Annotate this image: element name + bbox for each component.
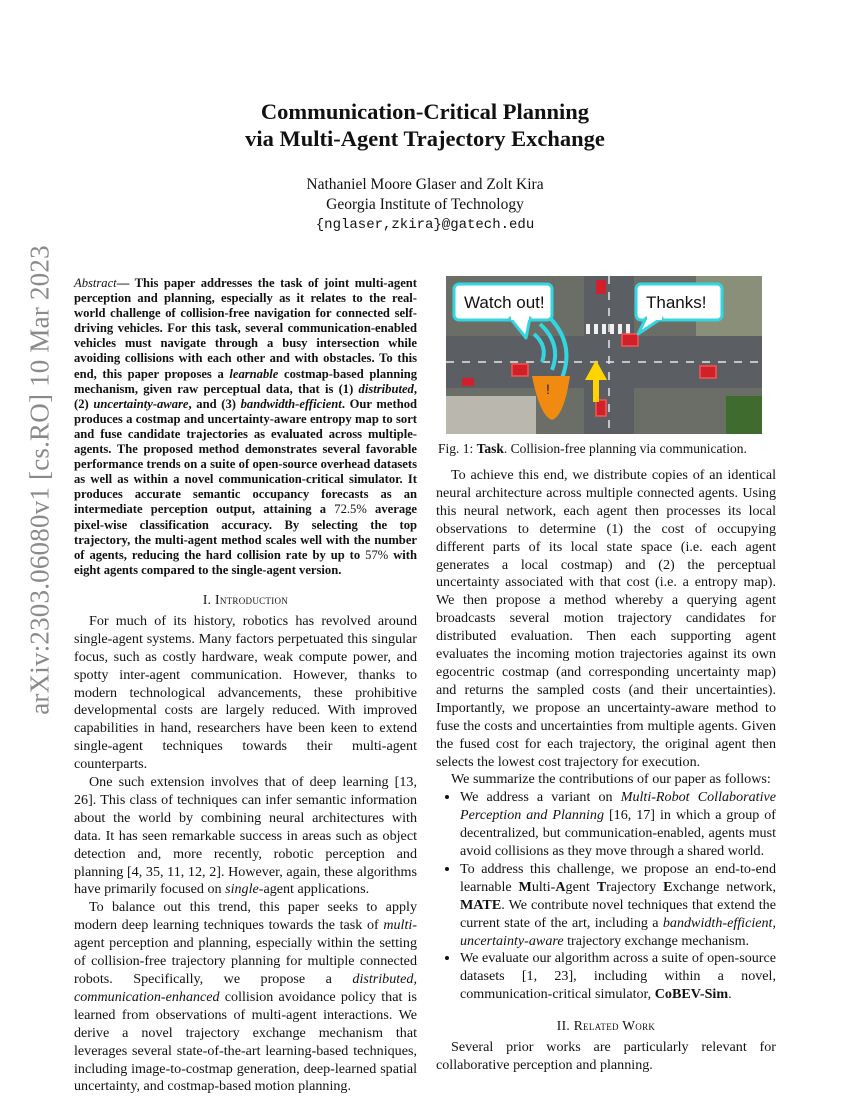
car-red [462, 378, 474, 386]
right-column [436, 276, 776, 1075]
abstract-label: Abstract [74, 276, 117, 290]
author-emails: {nglaser,zkira}@gatech.edu [315, 217, 535, 233]
abstract-text: costmap-based planning mechanism, given raw perceptual data, that is (1) [74, 366, 417, 396]
body-text: We address a variant on [460, 789, 621, 806]
abstract-text: — This paper addresses the task of joint multi-agent perception and planning, especially as it relates to the real-world challenge of collision-free navigation for connected self-driving vehicles. For this task, several communication-enabled vehicles must navigate through a busy intersection while avoiding collisions with each other and with obstacles. To this end, this paper proposes a [74, 276, 417, 381]
body-text: gent [565, 878, 597, 895]
arxiv-id: arXiv:2303.06080v1 [cs.RO] 10 Mar 2023 [24, 245, 55, 715]
body-text: To address this challenge, we propose an end-to-end learnable [460, 860, 776, 895]
acronym-letter: E [663, 878, 673, 895]
author-names: Nathaniel Moore Glaser and Zolt Kira [306, 176, 544, 193]
body-text: One such extension involves that of deep learning [13, 26]. This class of techniques can infer semantic information about the world by combining neural architectures with data. It has seen remarkable success in areas such as object detection and, more recently, robotic perception and planning [4, 35, 11, 12, 2]. However, again, these algorithms have primarily focused on [74, 774, 417, 898]
list-item [460, 789, 776, 861]
abstract-emphasis: learnable [229, 366, 279, 381]
car-red [700, 366, 716, 378]
abstract [74, 276, 417, 578]
abstract-number: 72.5% [334, 502, 367, 517]
body-emphasis: Multi-Robot Collaborative Perception and Planning [460, 789, 776, 824]
body-emphasis: single [225, 881, 259, 898]
building-block [446, 396, 536, 434]
car-red [512, 364, 528, 376]
bubble-left-text: Watch out! [464, 293, 545, 312]
list-item [460, 950, 776, 1004]
bubble-tail-mask [511, 314, 529, 320]
body-text: [16, 17] in which a group of decentralized, but communication-enabled, agents must avoid collisions as they move through a shared world. [460, 807, 777, 860]
bubble-right-text: Thanks! [646, 293, 707, 312]
body-emphasis: multi [383, 917, 413, 934]
intro-paragraph-3 [74, 899, 417, 1096]
abstract-emphasis: bandwidth-efficient [240, 396, 342, 411]
abstract-emphasis: distributed [358, 381, 414, 396]
body-text: xchange network, [672, 878, 777, 895]
section-heading-introduction: I. Introduction [202, 591, 289, 607]
abstract-text: average pixel-wise classification accuracy. By selecting the top trajectory, the multi-agent method scales well with the number of agents, reducing the hard collision rate by up to [74, 502, 418, 562]
car-red [596, 280, 606, 294]
body-text: -agent applications. [258, 881, 370, 898]
title-line-2: via Multi-Agent Trajectory Exchange [245, 126, 605, 151]
method-name: MATE [460, 896, 502, 913]
figure-1-caption [438, 440, 776, 457]
arrow-shaft [593, 378, 599, 402]
simulator-name: CoBEV-Sim [654, 986, 729, 1003]
related-work-paragraph: Several prior works are particularly relevant for collaborative perception and planning. [436, 1039, 776, 1074]
body-text: , [772, 914, 776, 931]
right-paragraph-1: To achieve this end, we distribute copies of an identical neural architecture across multiple connected agents. Using this neural network, each agent then processes its local observations to determine (1) the cost of occupying different parts of its local state space (i.e. each agent generates a local costmap) and (2) the perceptual uncertainty associated with that cost (i.e. a entropy map). We then propose a method whereby a querying agent broadcasts several motion trajectory candidates for distributed evaluation. Then each supporting agent evaluates the incoming motion trajectories against its own egocentric costmap (and corresponding uncertainty map) and returns the sampled costs (and their uncertainties). Importantly, we propose an uncertainty-aware method to fuse the costs and uncertainties from multiple agents. Given the fused cost for each trajectory, the original agent then selects the lowest cost trajectory for execution. [436, 467, 776, 770]
body-text: trajectory exchange mechanism. [563, 932, 750, 949]
acronym-letter: M [518, 878, 532, 895]
contributions-list [436, 789, 776, 1004]
car-red [596, 400, 606, 416]
abstract-number: 57% [365, 547, 389, 562]
abstract-text: , (2) [74, 381, 417, 411]
body-text: collision avoidance policy that is learned from observations of multi-agent interactions. We derive a novel trajectory exchange mechanism that leverages several state-of-the-art learning-based techniques, including image-to-costmap generation, deep-learned spatial uncertainty, and costmap-based motion planning. [74, 988, 417, 1095]
title-line-1: Communication-Critical Planning [260, 99, 590, 124]
intro-paragraph-2 [74, 774, 417, 899]
figure-1-image [446, 276, 762, 434]
bubble-tail-mask [647, 314, 662, 320]
body-emphasis: bandwidth-efficient [662, 914, 773, 931]
right-paragraph-2: We summarize the contributions of our paper as follows: [451, 771, 771, 788]
body-text: rajectory [606, 878, 664, 895]
body-text: ulti- [531, 878, 556, 895]
abstract-text: . Our method produces a costmap and uncertainty-aware entropy map to sort and fuse candidate trajectories as evaluated across multiple-agents. The proposed method demonstrates several favorable performance trends on a suite of open-source overhead datasets as well as within a novel communication-critical simulator. It produces accurate semantic occupancy forecasts as an intermediate perception output, attaining a [74, 396, 417, 517]
caption-bold: Task [476, 441, 504, 456]
abstract-text: , and (3) [188, 396, 241, 411]
body-emphasis: uncertainty-aware [460, 932, 564, 949]
abstract-text: with eight agents compared to the single-agent version. [74, 547, 417, 577]
body-text: . [728, 986, 732, 1003]
caption-label: Fig. 1: [438, 441, 477, 456]
caption-text: . Collision-free planning via communication. [503, 441, 747, 456]
body-text: -agent perception and planning, especially within the setting of collision-free trajectory planning for multiple connected robots. Specifically, we propose a [74, 917, 417, 987]
body-text: We evaluate our algorithm across a suite of open-source datasets [1, 23], including within a novel, communication-critical simulator, [460, 950, 776, 1003]
acronym-letter: T [596, 878, 607, 895]
body-text: To balance out this trend, this paper seeks to apply modern deep learning techniques towards the task of [74, 899, 417, 934]
arxiv-watermark [14, 245, 66, 715]
body-emphasis: distributed, communication-enhanced [74, 971, 417, 1005]
intersection-illustration [446, 276, 762, 434]
warning-mark: ! [546, 381, 550, 397]
tree-patch [726, 396, 762, 434]
abstract-emphasis: uncertainty-aware [93, 396, 189, 411]
car-red [622, 334, 638, 346]
paper-title [0, 98, 850, 152]
author-affiliation: Georgia Institute of Technology [326, 196, 524, 213]
acronym-letter: A [555, 878, 566, 895]
section-heading-related-work: II. Related Work [556, 1018, 656, 1034]
left-column [74, 276, 417, 1096]
intro-paragraph-1: For much of its history, robotics has revolved around single-agent systems. Many factors perpetuated this singular focus, such as costly hardware, weak compute power, and spotty inter-agent communication. However, thanks to modern technological advancements, these prohibitive developmental costs are largely reduced. With improved capabilities in hand, researchers have been keen to extend single-agent techniques towards their multi-agent counterparts. [74, 612, 417, 773]
author-block [0, 175, 850, 235]
list-item [460, 861, 776, 951]
body-text: . We contribute novel techniques that extend the current state of the art, including a [460, 896, 776, 931]
